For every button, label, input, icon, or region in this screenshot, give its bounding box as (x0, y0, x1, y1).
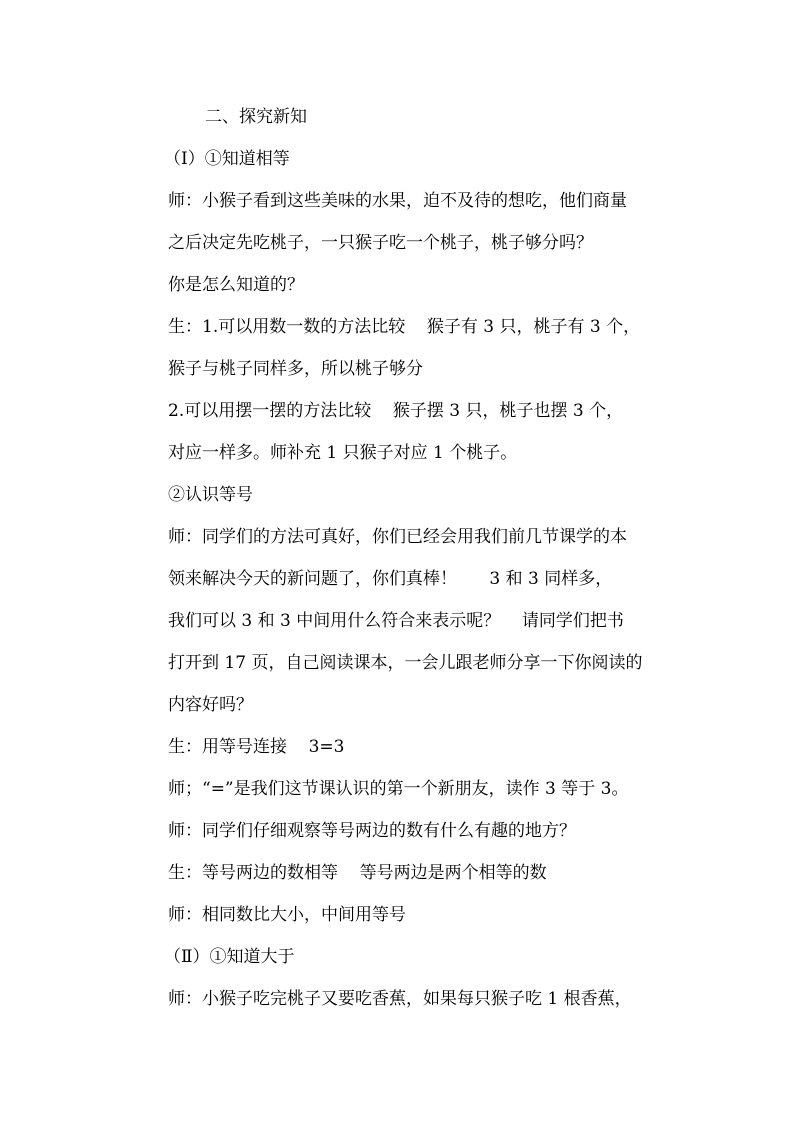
text-line: 猴子与桃子同样多，所以桃子够分 (168, 359, 423, 379)
subsection-heading: ②认识等号 (168, 485, 253, 505)
text-line: 我们可以 3 和 3 中间用什么符合来表示呢？ 请同学们把书 (168, 611, 624, 631)
text-line: 师：相同数比大小，中间用等号 (168, 905, 406, 925)
text-line: 领来解决今天的新问题了，你们真棒！ 3 和 3 同样多， (168, 569, 613, 589)
text-line: 对应一样多。师补充 1 只猴子对应 1 个桃子。 (168, 443, 518, 463)
text-line: 你是怎么知道的？ (168, 275, 304, 295)
text-line: 生：用等号连接 3=3 (168, 737, 345, 757)
subsection-heading: （Ⅱ）①知道大于 (164, 947, 295, 967)
text-line: 师：小猴子看到这些美味的水果，迫不及待的想吃，他们商量 (168, 191, 627, 211)
text-line: 打开到 17 页，自己阅读课本，一会儿跟老师分享一下你阅读的 (168, 653, 643, 673)
text-line: 生：等号两边的数相等 等号两边是两个相等的数 (168, 863, 547, 883)
text-line: 生：1.可以用数一数的方法比较 猴子有 3 只，桃子有 3 个， (168, 317, 641, 337)
text-line: 师：同学们仔细观察等号两边的数有什么有趣的地方？ (168, 821, 576, 841)
section-heading: 二、探究新知 (205, 107, 307, 127)
text-line: 师：小猴子吃完桃子又要吃香蕉，如果每只猴子吃 1 根香蕉， (168, 989, 632, 1009)
subsection-heading: （Ⅰ）①知道相等 (164, 149, 290, 169)
text-line: 之后决定先吃桃子，一只猴子吃一个桃子，桃子够分吗？ (168, 233, 593, 253)
text-line: 内容好吗？ (168, 695, 253, 715)
text-line: 2.可以用摆一摆的方法比较 猴子摆 3 只，桃子也摆 3 个， (168, 401, 624, 421)
text-line: 师：同学们的方法可真好，你们已经会用我们前几节课学的本 (168, 527, 627, 547)
text-line: 师；“=”是我们这节课认识的第一个新朋友，读作 3 等于 3。 (168, 779, 629, 799)
